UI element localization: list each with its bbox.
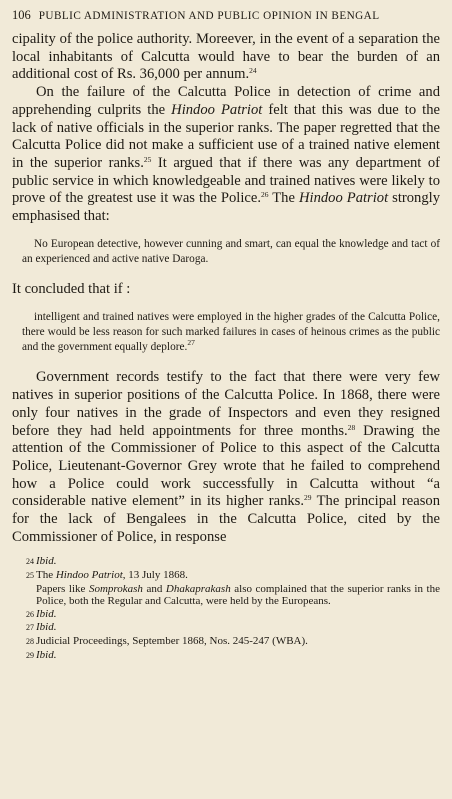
footnote-ref-25: 25 bbox=[143, 154, 152, 164]
footnote-text: Ibid. bbox=[36, 555, 57, 568]
footnote-text: Papers like bbox=[36, 582, 89, 595]
page-number: 106 bbox=[12, 8, 31, 22]
paragraph-1-text: cipality of the police authority. Moreever, in the event of a separation the local inhabitants of Calcutta would have to bear the burden of an additional cost of Rs. 36,000 per annum. bbox=[12, 31, 440, 83]
block-quote-2 bbox=[12, 310, 440, 356]
block-quote-2-text: intelligent and trained natives were employed in the higher grades of the Calcutta Police, there would be less reason for such marked failures in cases of heinous crimes as the public and the government equally deplore. bbox=[22, 310, 440, 354]
footnote-text: also complained that the superior ranks in the Police, both the Regular and Calcutta, were held by the Europeans. bbox=[36, 582, 440, 608]
footnote-26: 26 Ibid. bbox=[26, 607, 57, 620]
footnote-25-continuation bbox=[36, 583, 440, 608]
running-head bbox=[12, 8, 440, 23]
footnote-29: 29 Ibid. bbox=[26, 648, 57, 661]
paragraph-2 bbox=[12, 84, 440, 226]
publication-title-hindoo-patriot: Hindoo Patriot bbox=[171, 101, 263, 118]
footnote-25: 25 The Hindoo Patriot, 13 July 1868. bbox=[26, 569, 188, 582]
paragraph-4-text-c: The principal reason for the lack of Bengalees in the Calcutta Police, cited by the Commissioner of Police, in response bbox=[12, 493, 440, 545]
footnote-ref-26: 26 bbox=[261, 190, 269, 200]
paragraph-2-text-b: felt that this was due to the lack of native officials in the superior ranks. The paper regretted that the Calcutta Police did not make a sufficient use of a trained native element in the superior ranks. bbox=[12, 101, 440, 171]
footnote-ref-29: 29 bbox=[304, 493, 312, 503]
paragraph-4-text-a: Government records testify to the fact that there were very few natives in superior positions of the Calcutta Police. In 1868, there were only four natives in the grade of Inspectors and even they resigned before they had held appointments for three months. bbox=[12, 369, 440, 439]
paragraph-2-text-d: The bbox=[268, 190, 299, 207]
footnote-text: and bbox=[142, 582, 166, 595]
footnote-text: Ibid. bbox=[36, 621, 57, 634]
paragraph-3: It concluded that if : bbox=[12, 281, 131, 298]
footnote-24: 24 Ibid. bbox=[26, 555, 57, 568]
block-quote-1: No European detective, however cunning and smart, can equal the knowledge and tact of an experienced and active native Daroga. bbox=[22, 237, 440, 265]
paragraph-1 bbox=[12, 31, 440, 84]
footnote-28: 28 Judicial Proceedings, September 1868, Nos. 245-247 (WBA). bbox=[26, 635, 308, 648]
footnote-text: Judicial Proceedings, September 1868, Nos. 245-247 (WBA). bbox=[36, 635, 308, 648]
footnote-ref-27: 27 bbox=[187, 338, 195, 348]
paragraph-2-text-a: On the failure of the Calcutta Police in detection of crime and apprehending culprits the bbox=[12, 84, 440, 118]
paragraph-4-text-b: Drawing the attention of the Commissioner of Police to this aspect of the Calcutta Police, Lieutenant-Governor Grey wrote that he failed to comprehend how a Police could work successfully in Calcutta without “a considerable native element” in its higher ranks. bbox=[12, 422, 440, 510]
footnote-publication-title: Dhakaprakash bbox=[165, 582, 231, 595]
footnote-publication-title: Somprokash bbox=[88, 582, 143, 595]
footnote-ref-24: 24 bbox=[249, 66, 257, 76]
footnotes bbox=[12, 555, 440, 662]
footnote-text: Ibid. bbox=[36, 648, 57, 661]
footnote-publication-title: Hindoo Patriot bbox=[55, 569, 123, 582]
paragraph-4 bbox=[12, 369, 440, 546]
footnote-text: The bbox=[36, 569, 56, 582]
running-title: PUBLIC ADMINISTRATION AND PUBLIC OPINION IN BENGAL bbox=[38, 10, 380, 22]
paragraph-2-text-e: strongly emphasised that: bbox=[12, 190, 440, 225]
footnote-text: , 13 July 1868. bbox=[122, 569, 188, 582]
footnote-27: 27 Ibid. bbox=[26, 621, 57, 634]
footnote-ref-28: 28 bbox=[347, 422, 356, 432]
footnote-text: Ibid. bbox=[36, 607, 57, 620]
publication-title-hindoo-patriot-2: Hindoo Patriot bbox=[298, 190, 389, 207]
paragraph-2-text-c: It argued that if there was any department of public service in which knowledgeable and trained natives were likely to prove of the greatest use it was the Police. bbox=[12, 154, 440, 207]
